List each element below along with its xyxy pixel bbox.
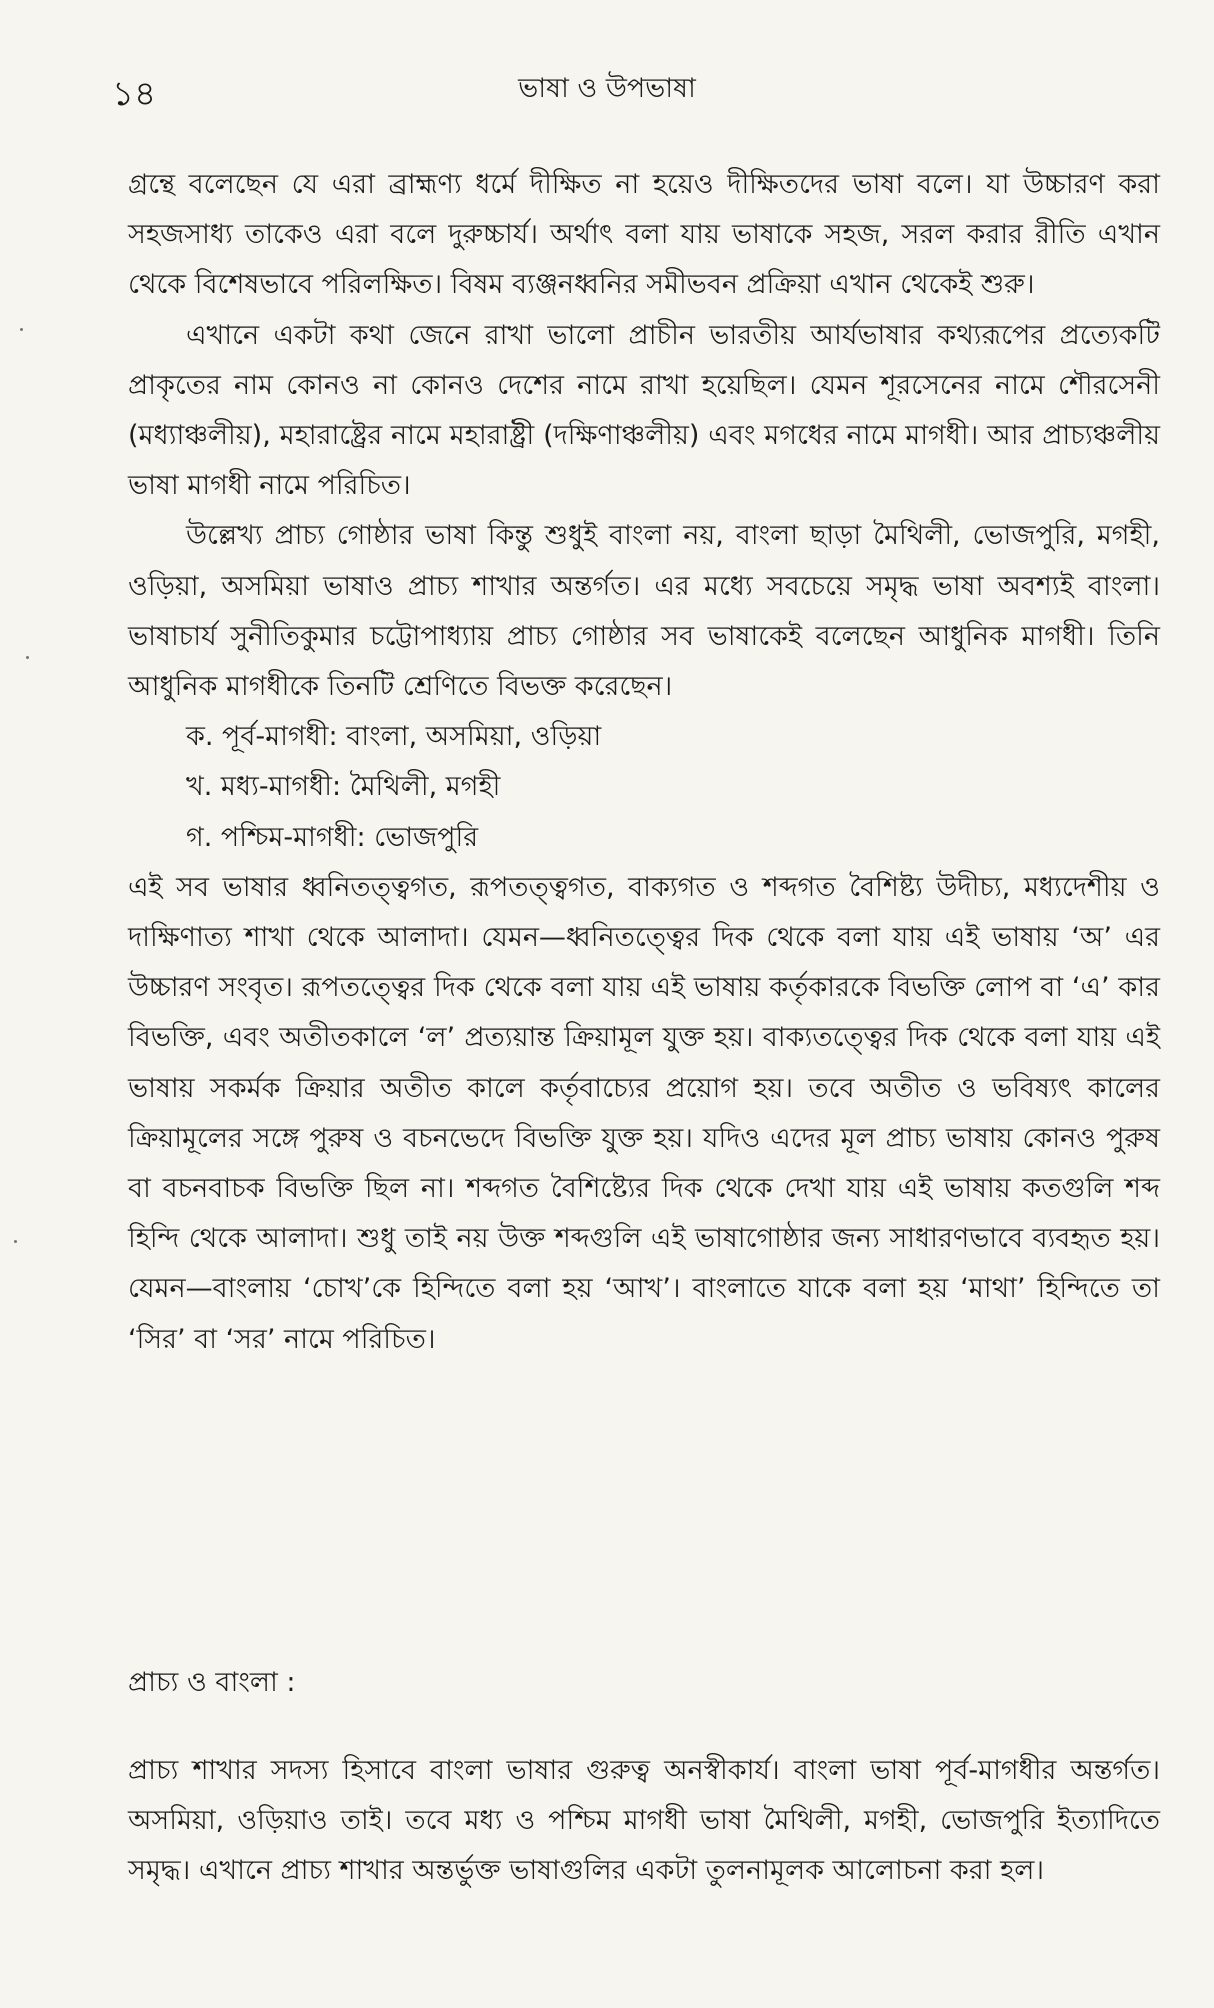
scan-speck: [26, 656, 29, 659]
list-item-middle-magadhi: খ. মধ্য-মাগধী: মৈথিলী, মগহী: [186, 771, 501, 803]
running-title: ভাষা ও উপভাষা: [518, 73, 696, 104]
scan-speck: [20, 328, 23, 331]
page-header: [0, 64, 1214, 114]
page-number: ১৪: [112, 74, 157, 114]
main-text: [128, 160, 1160, 1365]
scan-speck: [14, 1240, 17, 1243]
section-heading: প্রাচ্য ও বাংলা :: [128, 1667, 296, 1698]
section-paragraph: প্রাচ্য শাখার সদস্য হিসাবে বাংলা ভাষার গুরুত্ব অনস্বীকার্য। বাংলা ভাষা পূর্ব-মাগধীর অন্তর্গত। অসমিয়া, ওড়িয়াও তাই। তবে মধ্য ও পশ্চিম মাগধী ভাষা মৈথিলী, মগহী, ভোজপুরি ইত্যাদিতে সমৃদ্ধ। এখানে প্রাচ্য শাখার অন্তর্ভুক্ত ভাষাগুলির একটা তুলনামূলক আলোচনা করা হল।: [128, 1755, 1160, 1887]
paragraph-prakrit-names: এখানে একটা কথা জেনে রাখা ভালো প্রাচীন ভারতীয় আর্যভাষার কথ্যরূপের প্রত্যেকটি প্রাকৃতের নাম কোনও না কোনও দেশের নামে রাখা হয়েছিল। যেমন শূরসেনের নামে শৌরসেনী (মধ্যাঞ্চলীয়), মহারাষ্ট্রের নামে মহারাষ্ট্রী (দক্ষিণাঞ্চলীয়) এবং মগধের নামে মাগধী। আর প্রাচ্যঞ্চলীয় ভাষা মাগধী নামে পরিচিত।: [128, 319, 1160, 502]
section-prachya-bangla: [128, 1658, 1160, 1897]
list-item-eastern-magadhi: ক. পূর্ব-মাগধী: বাংলা, অসমিয়া, ওড়িয়া: [186, 721, 602, 753]
list-item-western-magadhi: গ. পশ্চিম-মাগধী: ভোজপুরি: [186, 821, 479, 853]
paragraph-eastern-group: উল্লেখ্য প্রাচ্য গোষ্ঠার ভাষা কিন্তু শুধুই বাংলা নয়, বাংলা ছাড়া মৈথিলী, ভোজপুরি, মগহী, ওড়িয়া, অসমিয়া ভাষাও প্রাচ্য শাখার অন্তর্গত। এর মধ্যে সবচেয়ে সমৃদ্ধ ভাষা অবশ্যই বাংলা। ভাষাচার্য সুনীতিকুমার চট্টোপাধ্যায় প্রাচ্য গোষ্ঠার সব ভাষাকেই বলেছেন আধুনিক মাগধী। তিনি আধুনিক মাগধীকে তিনটি শ্রেণিতে বিভক্ত করেছেন।: [128, 520, 1160, 703]
paragraph-features: এই সব ভাষার ধ্বনিতত্ত্বগত, রূপতত্ত্বগত, বাক্যগত ও শব্দগত বৈশিষ্ট্য উদীচ্য, মধ্যদেশীয় ও দাক্ষিণাত্য শাখা থেকে আলাদা। যেমন—ধ্বনিতত্ত্বের দিক থেকে বলা যায় এই ভাষায় ‘অ’ এর উচ্চারণ সংবৃত। রূপতত্ত্বের দিক থেকে বলা যায় এই ভাষায় কর্তৃকারকে বিভক্তি লোপ বা ‘এ’ কার বিভক্তি, এবং অতীতকালে ‘ল’ প্রত্যয়ান্ত ক্রিয়ামূল যুক্ত হয়। বাক্যতত্ত্বের দিক থেকে বলা যায় এই ভাষায় সকর্মক ক্রিয়ার অতীত কালে কর্তৃবাচ্যের প্রয়োগ হয়। তবে অতীত ও ভবিষ্যৎ কালের ক্রিয়ামূলের সঙ্গে পুরুষ ও বচনভেদে বিভক্তি যুক্ত হয়। যদিও এদের মূল প্রাচ্য ভাষায় কোনও পুরুষ বা বচনবাচক বিভক্তি ছিল না। শব্দগত বৈশিষ্ট্যের দিক থেকে দেখা যায় এই ভাষায় কতগুলি শব্দ হিন্দি থেকে আলাদা। শুধু তাই নয় উক্ত শব্দগুলি এই ভাষাগোষ্ঠার জন্য সাধারণভাবে ব্যবহৃত হয়। যেমন—বাংলায় ‘চোখ’কে হিন্দিতে বলা হয় ‘আখ’। বাংলাতে যাকে বলা হয় ‘মাথা’ হিন্দিতে তা ‘সির’ বা ‘সর’ নামে পরিচিত।: [128, 871, 1160, 1355]
paragraph-continuation: গ্রন্থে বলেছেন যে এরা ব্রাহ্মণ্য ধর্মে দীক্ষিত না হয়েও দীক্ষিতদের ভাষা বলে। যা উচ্চারণ করা সহজসাধ্য তাকেও এরা বলে দুরুচ্চার্য। অর্থাৎ বলা যায় ভাষাকে সহজ, সরল করার রীতি এখান থেকে বিশেষভাবে পরিলক্ষিত। বিষম ব্যঞ্জনধ্বনির সমীভবন প্রক্রিয়া এখান থেকেই শুরু।: [128, 169, 1160, 301]
